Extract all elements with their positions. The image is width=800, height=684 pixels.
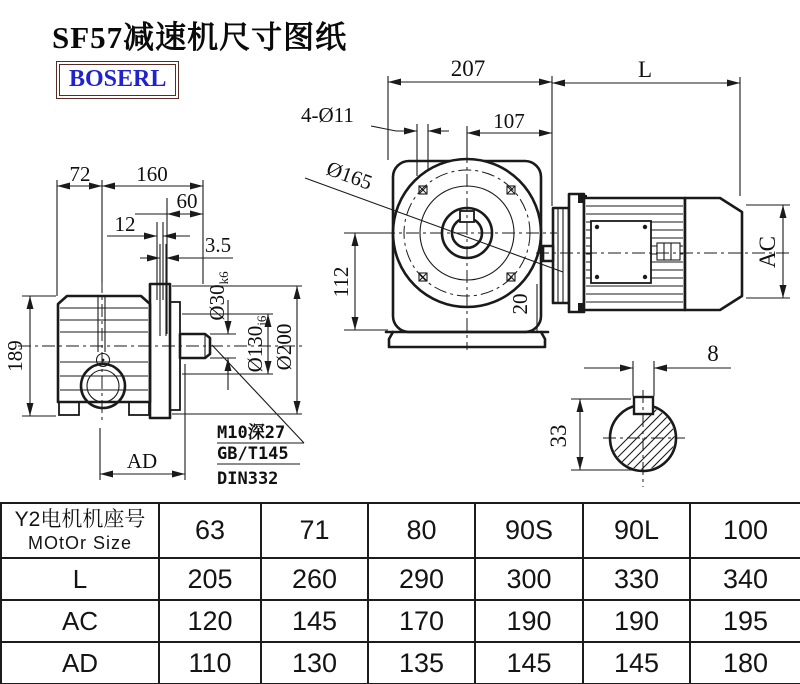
shaft-section-drawing	[546, 341, 776, 490]
motor-size-label-en: MOtOr Size	[27, 533, 132, 553]
AD-90s: 145	[475, 642, 583, 684]
note-tap-hole: M10深27	[217, 423, 286, 443]
note-standard-gb: GB/T145	[217, 444, 289, 464]
motor-size-header-cell	[1, 503, 159, 558]
dim-72-label: 72	[69, 162, 91, 186]
page-title: SF57减速机尺寸图纸	[52, 20, 348, 55]
row-label-AC: AC	[1, 600, 159, 642]
L-90l: 330	[583, 558, 690, 600]
dim-d30-text: Ø30	[205, 284, 229, 321]
dim-189-label: 189	[3, 340, 27, 372]
dim-d130-text: Ø130	[243, 325, 267, 373]
L-63: 205	[159, 558, 261, 600]
row-label-AD: AD	[1, 642, 159, 684]
L-80: 290	[368, 558, 475, 600]
AD-100: 180	[690, 642, 800, 684]
dim-12-label: 12	[114, 212, 136, 236]
motor-size-90l: 90L	[583, 503, 690, 558]
dim-60-label: 60	[176, 189, 198, 213]
L-100: 340	[690, 558, 800, 600]
L-71: 260	[261, 558, 368, 600]
dim-3p5-label: 3.5	[204, 233, 232, 257]
motor-size-63: 63	[159, 503, 261, 558]
table-row-L	[1, 558, 800, 600]
dim-bolt-circle-label: Ø165	[323, 156, 376, 195]
AC-90s: 190	[475, 600, 583, 642]
AD-71: 130	[261, 642, 368, 684]
AD-90l: 145	[583, 642, 690, 684]
table-row-AC	[1, 600, 800, 642]
motor-size-label-cn: Y2电机机座号	[14, 508, 146, 531]
motor-size-100: 100	[690, 503, 800, 558]
note-standard-din: DIN332	[217, 469, 279, 489]
side-view-drawing	[3, 162, 305, 489]
brand-logo-text: BOSERL	[69, 66, 167, 92]
AC-100: 195	[690, 600, 800, 642]
dim-8-label: 8	[707, 341, 719, 366]
L-90s: 300	[475, 558, 583, 600]
dim-112-label: 112	[329, 266, 353, 298]
table-header-row	[1, 503, 800, 558]
dim-160-label: 160	[136, 162, 168, 186]
table-row-AD	[1, 642, 800, 684]
dim-holes-label: 4-Ø11	[301, 103, 354, 127]
dim-d200-label: Ø200	[272, 323, 296, 371]
AC-63: 120	[159, 600, 261, 642]
front-view-drawing	[301, 56, 569, 350]
dim-ac-label: AC	[755, 236, 780, 268]
motor-size-90s: 90S	[475, 503, 583, 558]
row-label-L: L	[1, 558, 159, 600]
AC-71: 145	[261, 600, 368, 642]
AC-80: 170	[368, 600, 475, 642]
AD-80: 135	[368, 642, 475, 684]
dim-d30-tolerance: k6	[216, 271, 231, 285]
motor-size-80: 80	[368, 503, 475, 558]
dim-107-label: 107	[493, 109, 525, 133]
motor-view-drawing	[536, 57, 792, 312]
dim-l-label: L	[637, 57, 653, 82]
motor-size-71: 71	[261, 503, 368, 558]
AC-90l: 190	[583, 600, 690, 642]
dim-20-label: 20	[508, 293, 532, 315]
dim-ad-label: AD	[126, 449, 158, 473]
dim-33-label: 33	[546, 424, 571, 448]
dim-d30k6-label	[205, 271, 231, 321]
dim-d130-tolerance: j6	[254, 315, 269, 326]
dimension-table	[0, 502, 800, 684]
dim-d130j6-label	[243, 315, 269, 372]
dim-207-label: 207	[450, 56, 486, 81]
AD-63: 110	[159, 642, 261, 684]
